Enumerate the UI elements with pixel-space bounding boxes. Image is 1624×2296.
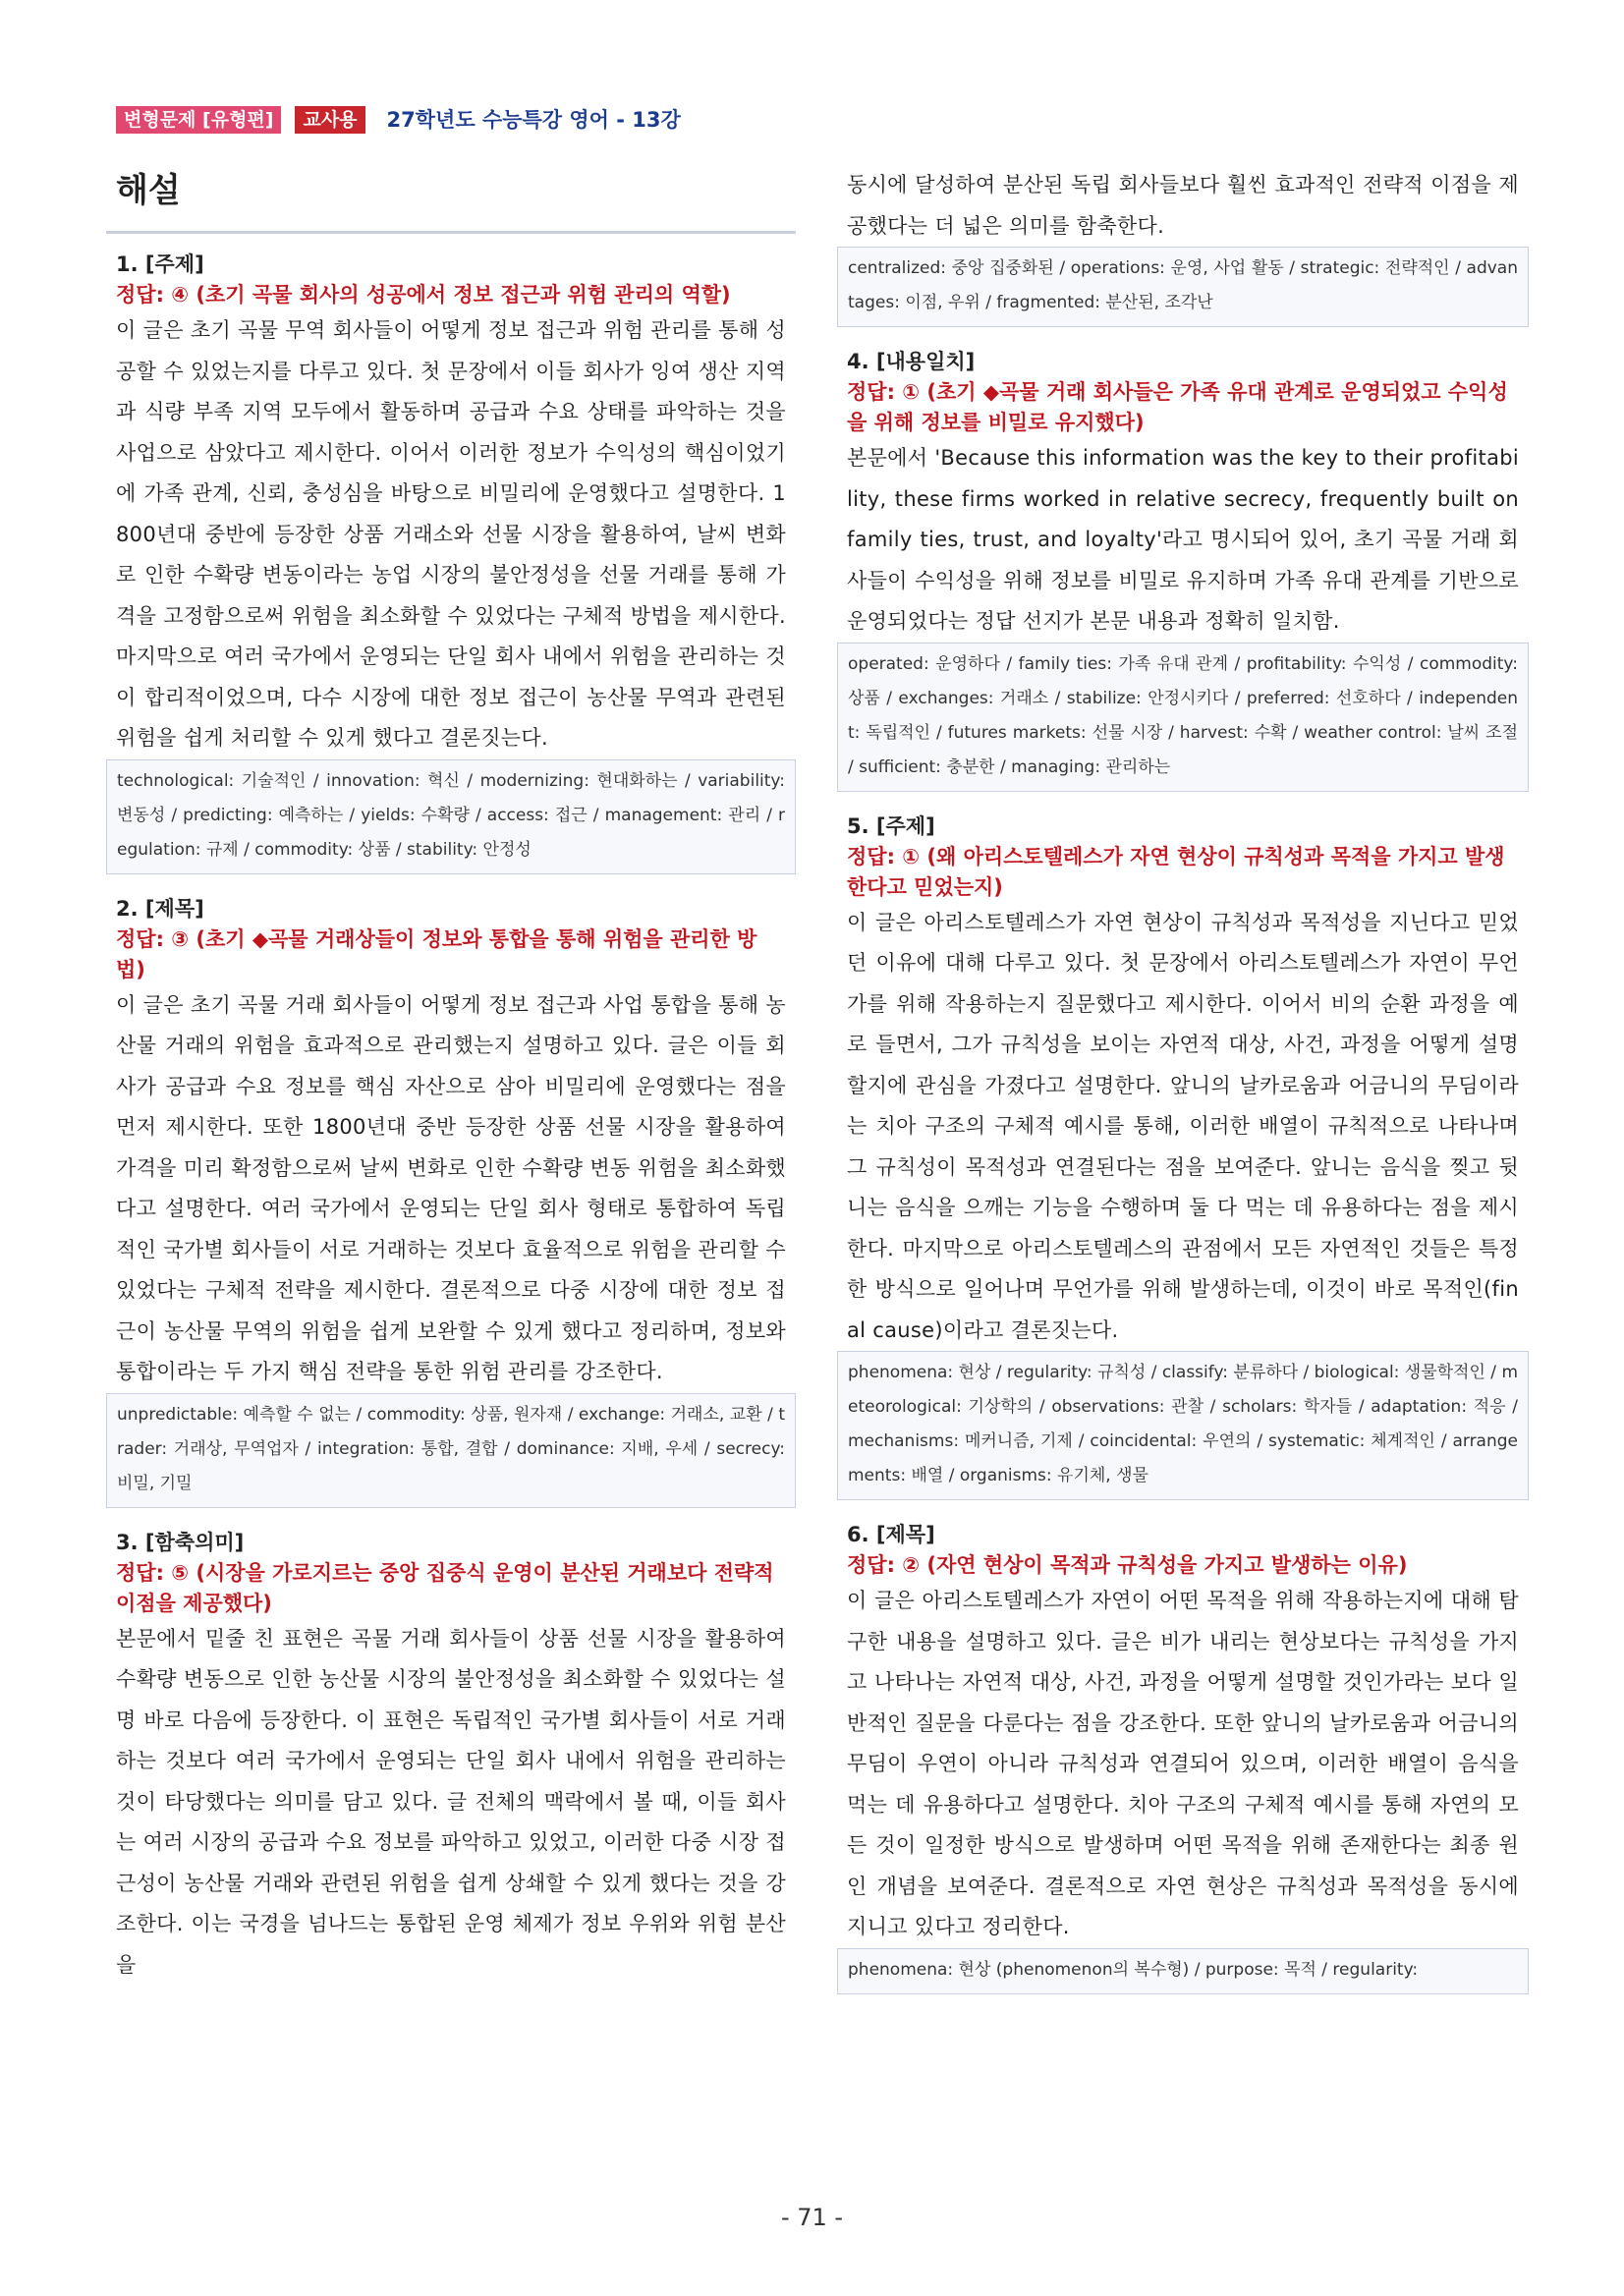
question-4 xyxy=(847,347,1519,792)
tag-problem-type: 변형문제 [유형편] xyxy=(116,106,281,134)
question-heading: 2. [제목] xyxy=(116,896,204,921)
page-header xyxy=(116,106,681,134)
question-heading: 4. [내용일치] xyxy=(847,350,976,373)
title-divider xyxy=(106,231,796,234)
answer-line: 정답: ① (왜 아리스토텔레스가 자연 현상이 규칙성과 목적을 가지고 발생한다고 믿었는지) xyxy=(847,844,1505,899)
explanation-text: 이 글은 초기 곡물 거래 회사들이 어떻게 정보 접근과 사업 통합을 통해 농산물 거래의 위험을 효과적으로 관리했는지 설명하고 있다. 글은 이들 회사가 공급과 수요 정보를 핵심 자산으로 삼아 비밀리에 운영했다는 점을 먼저 제시한다. 또한 1800년대 중반 등장한 상품 선물 시장을 활용하여 가격을 미리 확정함으로써 날씨 변화로 인한 수확량 변동 위험을 최소화했다고 설명한다. 여러 국가에서 운영되는 단일 회사 형태로 통합하여 독립적인 국가별 회사들이 서로 거래하는 것보다 효율적으로 위험을 관리할 수 있었다는 구체적 전략을 제시한다. 결론적으로 다중 시장에 대한 정보 접근이 농산물 무역의 위험을 쉽게 보완할 수 있게 했다고 정리하며, 정보와 통합이라는 두 가지 핵심 전략을 통한 위험 관리를 강조한다. xyxy=(116,992,786,1383)
question-3 xyxy=(116,1528,786,1987)
section-title: 해설 xyxy=(116,171,181,210)
answer-line: 정답: ② (자연 현상이 목적과 규칙성을 가지고 발생하는 이유) xyxy=(847,1553,1408,1577)
answer-line: 정답: ③ (초기 ◆곡물 거래상들이 정보와 통합을 통해 위험을 관리한 방법) xyxy=(116,926,757,981)
question-1 xyxy=(116,250,786,874)
vocabulary-box: phenomena: 현상 (phenomenon의 복수형) / purpose: 목적 / regularity: xyxy=(837,1948,1529,1994)
vocabulary-box: operated: 운영하다 / family ties: 가족 유대 관계 / profitability: 수익성 / commodity: 상품 / exchanges: 거래소 / stabilize: 안정시키다 / preferred: 선호하다 / independent: 독립적인 / futures markets: 선물 시장 / harvest: 수확 / weather control: 날씨 조절 / sufficient: 충분한 / managing: 관리하는 xyxy=(837,643,1529,792)
question-6 xyxy=(847,1520,1519,1994)
answer-line: 정답: ⑤ (시장을 가로지르는 중앙 집중식 운영이 분산된 거래보다 전략적 이점을 제공했다) xyxy=(116,1560,774,1615)
vocabulary-box: technological: 기술적인 / innovation: 혁신 / modernizing: 현대화하는 / variability: 변동성 / predicting: 예측하는 / yields: 수확량 / access: 접근 / management: 관리 / regulation: 규제 / commodity: 상품 / stability: 안정성 xyxy=(106,759,796,874)
page-number: - 71 - xyxy=(780,2204,844,2231)
question-heading: 5. [주제] xyxy=(847,813,935,838)
header-title: 27학년도 수능특강 영어 - 13강 xyxy=(386,108,681,132)
answer-line: 정답: ④ (초기 곡물 회사의 성공에서 정보 접근과 위험 관리의 역할) xyxy=(116,283,731,307)
vocabulary-box: unpredictable: 예측할 수 없는 / commodity: 상품, 원자재 / exchange: 거래소, 교환 / trader: 거래상, 무역업자 / integration: 통합, 결합 / dominance: 지배, 우세 / secrecy: 비밀, 기밀 xyxy=(106,1393,796,1508)
tag-teacher-edition: 교사용 xyxy=(295,106,364,134)
question-heading: 3. [함축의미] xyxy=(116,1530,245,1554)
answer-line: 정답: ① (초기 ◆곡물 거래 회사들은 가족 유대 관계로 운영되었고 수익성을 위해 정보를 비밀로 유지했다) xyxy=(847,380,1508,434)
explanation-text: 본문에서 'Because this information was the key to their profitability, these firms worked in relative secrecy, frequently built on family ties, trust, and loyalty'라고 명시되어 있어, 초기 곡물 거래 회사들이 수익성을 위해 정보를 비밀로 유지하며 가족 유대 관계를 기반으로 운영되었다는 정답 선지가 본문 내용과 정확히 일치함. xyxy=(847,446,1519,633)
left-column xyxy=(116,250,786,1986)
explanation-text: 이 글은 아리스토텔레스가 자연이 어떤 목적을 위해 작용하는지에 대해 탐구한 내용을 설명하고 있다. 글은 비가 내리는 현상보다는 규칙성을 가지고 나타나는 자연적 대상, 사건, 과정을 어떻게 설명할 것인가라는 보다 일반적인 질문을 다룬다는 점을 강조한다. 또한 앞니의 날카로움과 어금니의 무딤이 우연이 아니라 규칙성과 연결되어 있으며, 이러한 배열이 음식을 먹는 데 유용하다고 설명한다. 치아 구조의 구체적 예시를 통해 자연의 모든 것이 일정한 방식으로 발생하며 어떤 목적을 위해 존재한다는 최종 원인 개념을 보여준다. 결론적으로 자연 현상은 규칙성과 목적성을 동시에 지니고 있다고 정리한다. xyxy=(847,1589,1519,1938)
vocabulary-box: phenomena: 현상 / regularity: 규칙성 / classify: 분류하다 / biological: 생물학적인 / meteorological: 기상학의 / observations: 관찰 / scholars: 학자들 / adaptation: 적응 / mechanisms: 메커니즘, 기제 / coincidental: 우연의 / systematic: 체계적인 / arrangements: 배열 / organisms: 유기체, 생물 xyxy=(837,1351,1529,1500)
right-column xyxy=(847,165,1519,1994)
question-heading: 1. [주제] xyxy=(116,252,204,276)
vocabulary-box: centralized: 중앙 집중화된 / operations: 운영, 사업 활동 / strategic: 전략적인 / advantages: 이점, 우위 / fragmented: 분산된, 조각난 xyxy=(837,247,1529,327)
question-5 xyxy=(847,812,1519,1501)
question-heading: 6. [제목] xyxy=(847,1523,935,1546)
question-2 xyxy=(116,894,786,1508)
explanation-text: 이 글은 아리스토텔레스가 자연 현상이 규칙성과 목적성을 지닌다고 믿었던 이유에 대해 다루고 있다. 첫 문장에서 아리스토텔레스가 자연이 무언가를 위해 작용하는지 질문했다고 제시한다. 이어서 비의 순환 과정을 예로 들면서, 그가 규칙성을 보이는 자연적 대상, 사건, 과정을 어떻게 설명할지에 관심을 가졌다고 설명한다. 앞니의 날카로움과 어금니의 무딤이라는 치아 구조의 구체적 예시를 통해, 이러한 배열이 규칙적으로 나타나며 그 규칙성이 목적성과 연결된다는 점을 보여준다. 앞니는 음식을 찢고 뒷니는 음식을 으깨는 기능을 수행하며 둘 다 먹는 데 유용하다는 점을 제시한다. 마지막으로 아리스토텔레스의 관점에서 모든 자연적인 것들은 특정한 방식으로 일어나며 무언가를 위해 발생하는데, 이것이 바로 목적인(final cause)이라고 결론짓는다. xyxy=(847,910,1519,1342)
explanation-text-continued: 동시에 달성하여 분산된 독립 회사들보다 훨씬 효과적인 전략적 이점을 제공했다는 더 넓은 의미를 함축한다. xyxy=(847,173,1519,238)
explanation-text: 본문에서 밑줄 친 표현은 곡물 거래 회사들이 상품 선물 시장을 활용하여 수확량 변동으로 인한 농산물 시장의 불안정성을 최소화할 수 있었다는 설명 바로 다음에 등장한다. 이 표현은 독립적인 국가별 회사들이 서로 거래하는 것보다 여러 국가에서 운영되는 단일 회사 내에서 위험을 관리하는 것이 타당했다는 의미를 담고 있다. 글 전체의 맥락에서 볼 때, 이들 회사는 여러 시장의 공급과 수요 정보를 파악하고 있었고, 이러한 다중 시장 접근성이 농산물 거래와 관련된 위험을 쉽게 상쇄할 수 있게 했다는 것을 강조한다. 이는 국경을 넘나드는 통합된 운영 체제가 정보 우위와 위험 분산을 xyxy=(116,1626,786,1977)
explanation-text: 이 글은 초기 곡물 무역 회사들이 어떻게 정보 접근과 위험 관리를 통해 성공할 수 있었는지를 다루고 있다. 첫 문장에서 이들 회사가 잉여 생산 지역과 식량 부족 지역 모두에서 활동하며 공급과 수요 상태를 파악하는 것을 사업으로 삼았다고 제시한다. 이어서 이러한 정보가 수익성의 핵심이었기에 가족 관계, 신뢰, 충성심을 바탕으로 비밀리에 운영했다고 설명한다. 1800년대 중반에 등장한 상품 거래소와 선물 시장을 활용하여, 날씨 변화로 인한 수확량 변동이라는 농업 시장의 불안정성을 선물 거래를 통해 가격을 고정함으로써 위험을 최소화할 수 있었다는 구체적 방법을 제시한다. 마지막으로 여러 국가에서 운영되는 단일 회사 내에서 위험을 관리하는 것이 합리적이었으며, 다수 시장에 대한 정보 접근이 농산물 무역과 관련된 위험을 쉽게 처리할 수 있게 했다고 결론짓는다. xyxy=(116,318,786,750)
